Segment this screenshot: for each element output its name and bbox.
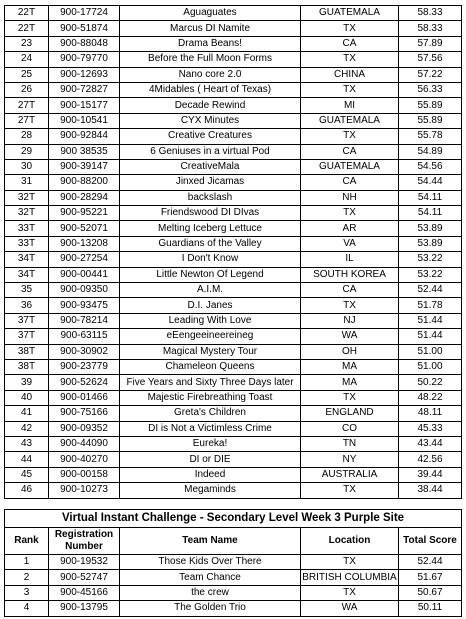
header-location: Location [301,528,399,555]
team-name-cell: Friendswood DI DIvas [120,206,301,221]
score-cell: 54.11 [399,206,462,221]
team-name-cell: Magical Mystery Tour [120,344,301,359]
registration-number-cell: 900-75166 [49,406,120,421]
team-name-cell: Greta's Children [120,406,301,421]
rank-cell: 42 [5,421,49,436]
table-row [5,555,462,570]
registration-number-cell: 900-40270 [49,452,120,467]
team-name-cell: CYX Minutes [120,113,301,128]
location-cell: GUATEMALA [301,159,399,174]
table-row [5,36,462,51]
table-row [5,175,462,190]
score-cell: 53.89 [399,221,462,236]
table-row [5,601,462,616]
rank-cell: 27T [5,113,49,128]
registration-number-cell: 900-09352 [49,421,120,436]
rank-cell: 35 [5,283,49,298]
rank-cell: 34T [5,252,49,267]
rank-cell: 29 [5,144,49,159]
table-row [5,129,462,144]
team-name-cell: Nano core 2.0 [120,67,301,82]
team-name-cell: Five Years and Sixty Three Days later [120,375,301,390]
table-header-row [5,528,462,555]
results-table-top-body [5,6,462,499]
score-cell: 52.44 [399,555,462,570]
location-cell: CHINA [301,67,399,82]
team-name-cell: Eureka! [120,436,301,451]
location-cell: CA [301,175,399,190]
team-name-cell: Before the Full Moon Forms [120,52,301,67]
score-cell: 54.11 [399,190,462,205]
registration-number-cell: 900-44090 [49,436,120,451]
registration-number-cell: 900-00441 [49,267,120,282]
table-row [5,585,462,600]
location-cell: AUSTRALIA [301,467,399,482]
team-name-cell: backslash [120,190,301,205]
location-cell: AR [301,221,399,236]
rank-cell: 41 [5,406,49,421]
score-cell: 51.44 [399,329,462,344]
location-cell: NY [301,452,399,467]
rank-cell: 36 [5,298,49,313]
table-row [5,221,462,236]
rank-cell: 2 [5,570,49,585]
team-name-cell: Indeed [120,467,301,482]
score-cell: 48.11 [399,406,462,421]
score-cell: 57.89 [399,36,462,51]
team-name-cell: Guardians of the Valley [120,236,301,251]
team-name-cell: Leading With Love [120,313,301,328]
header-rank: Rank [5,528,49,555]
registration-number-cell: 900-01466 [49,390,120,405]
team-name-cell: Decade Rewind [120,98,301,113]
team-name-cell: Creative Creatures [120,129,301,144]
rank-cell: 22T [5,6,49,21]
location-cell: GUATEMALA [301,6,399,21]
team-name-cell: A.I.M. [120,283,301,298]
table-row [5,406,462,421]
location-cell: MI [301,98,399,113]
registration-number-cell: 900-13795 [49,601,120,616]
rank-cell: 30 [5,159,49,174]
registration-number-cell: 900-92844 [49,129,120,144]
table-row [5,252,462,267]
score-cell: 55.89 [399,113,462,128]
location-cell: TX [301,298,399,313]
results-table-purple-site-body [5,555,462,617]
location-cell: GUATEMALA [301,113,399,128]
team-name-cell: 6 Geniuses in a virtual Pod [120,144,301,159]
location-cell: SOUTH KOREA [301,267,399,282]
results-table-top [4,5,462,499]
rank-cell: 39 [5,375,49,390]
score-cell: 54.44 [399,175,462,190]
registration-number-cell: 900-30902 [49,344,120,359]
results-table-purple-site [4,509,462,617]
location-cell: WA [301,601,399,616]
location-cell: TX [301,206,399,221]
table-row [5,344,462,359]
registration-number-cell: 900-15177 [49,98,120,113]
rank-cell: 34T [5,267,49,282]
team-name-cell: I Don't Know [120,252,301,267]
score-cell: 57.56 [399,52,462,67]
location-cell: MA [301,375,399,390]
score-cell: 53.22 [399,252,462,267]
registration-number-cell: 900 38535 [49,144,120,159]
location-cell: ENGLAND [301,406,399,421]
location-cell: TX [301,21,399,36]
score-cell: 51.00 [399,359,462,374]
registration-number-cell: 900-52624 [49,375,120,390]
rank-cell: 33T [5,221,49,236]
table-row [5,359,462,374]
header-total-score: Total Score [399,528,462,555]
registration-number-cell: 900-39147 [49,159,120,174]
rank-cell: 38T [5,344,49,359]
team-name-cell: Melting Iceberg Lettuce [120,221,301,236]
rank-cell: 37T [5,313,49,328]
team-name-cell: D.I. Janes [120,298,301,313]
team-name-cell: The Golden Trio [120,601,301,616]
table-row [5,298,462,313]
location-cell: VA [301,236,399,251]
team-name-cell: Those Kids Over There [120,555,301,570]
team-name-cell: 4Midables ( Heart of Texas) [120,82,301,97]
rank-cell: 27T [5,98,49,113]
table-row [5,206,462,221]
team-name-cell: Majestic Firebreathing Toast [120,390,301,405]
table-row [5,313,462,328]
rank-cell: 24 [5,52,49,67]
team-name-cell: Aguaguates [120,6,301,21]
location-cell: TX [301,483,399,498]
location-cell: NH [301,190,399,205]
location-cell: TX [301,129,399,144]
table-row [5,52,462,67]
table-row [5,375,462,390]
location-cell: BRITISH COLUMBIA [301,570,399,585]
location-cell: OH [301,344,399,359]
team-name-cell: Megaminds [120,483,301,498]
table-row [5,267,462,282]
rank-cell: 37T [5,329,49,344]
team-name-cell: Chameleon Queens [120,359,301,374]
rank-cell: 44 [5,452,49,467]
rank-cell: 3 [5,585,49,600]
registration-number-cell: 900-19532 [49,555,120,570]
registration-number-cell: 900-78214 [49,313,120,328]
registration-number-cell: 900-95221 [49,206,120,221]
location-cell: CO [301,421,399,436]
rank-cell: 28 [5,129,49,144]
table-row [5,283,462,298]
table-row [5,6,462,21]
rank-cell: 46 [5,483,49,498]
table-row [5,21,462,36]
registration-number-cell: 900-52071 [49,221,120,236]
location-cell: MA [301,359,399,374]
location-cell: TX [301,82,399,97]
team-name-cell: Marcus DI Namite [120,21,301,36]
rank-cell: 45 [5,467,49,482]
table-gap [4,496,461,508]
registration-number-cell: 900-10541 [49,113,120,128]
score-cell: 56.33 [399,82,462,97]
rank-cell: 38T [5,359,49,374]
table-row [5,452,462,467]
rank-cell: 32T [5,190,49,205]
table-row [5,329,462,344]
score-cell: 52.44 [399,283,462,298]
team-name-cell: DI is Not a Victimless Crime [120,421,301,436]
score-cell: 50.22 [399,375,462,390]
team-name-cell: eEengeeineereineg [120,329,301,344]
registration-number-cell: 900-27254 [49,252,120,267]
score-cell: 53.89 [399,236,462,251]
registration-number-cell: 900-28294 [49,190,120,205]
header-team-name: Team Name [120,528,301,555]
score-cell: 58.33 [399,21,462,36]
score-cell: 55.78 [399,129,462,144]
table-row [5,113,462,128]
table-row [5,390,462,405]
location-cell: CA [301,36,399,51]
registration-number-cell: 900-52747 [49,570,120,585]
score-cell: 54.56 [399,159,462,174]
table-row [5,144,462,159]
rank-cell: 43 [5,436,49,451]
score-cell: 50.11 [399,601,462,616]
table-row [5,467,462,482]
table-row [5,570,462,585]
registration-number-cell: 900-13208 [49,236,120,251]
location-cell: NJ [301,313,399,328]
team-name-cell: CreativeMala [120,159,301,174]
team-name-cell: Little Newton Of Legend [120,267,301,282]
rank-cell: 32T [5,206,49,221]
score-cell: 51.44 [399,313,462,328]
score-cell: 45.33 [399,421,462,436]
team-name-cell: the crew [120,585,301,600]
table-row [5,436,462,451]
table-title: Virtual Instant Challenge - Secondary Level Week 3 Purple Site [5,510,462,528]
score-cell: 50.67 [399,585,462,600]
registration-number-cell: 900-63115 [49,329,120,344]
score-cell: 51.78 [399,298,462,313]
score-cell: 58.33 [399,6,462,21]
score-cell: 51.67 [399,570,462,585]
registration-number-cell: 900-93475 [49,298,120,313]
score-cell: 39.44 [399,467,462,482]
table-row [5,67,462,82]
location-cell: IL [301,252,399,267]
registration-number-cell: 900-45166 [49,585,120,600]
location-cell: TX [301,52,399,67]
registration-number-cell: 900-17724 [49,6,120,21]
team-name-cell: Drama Beans! [120,36,301,51]
location-cell: CA [301,283,399,298]
location-cell: TX [301,585,399,600]
rank-cell: 22T [5,21,49,36]
rank-cell: 33T [5,236,49,251]
registration-number-cell: 900-09350 [49,283,120,298]
registration-number-cell: 900-88048 [49,36,120,51]
header-registration-number: Registration Number [49,528,120,555]
location-cell: TN [301,436,399,451]
location-cell: CA [301,144,399,159]
score-cell: 53.22 [399,267,462,282]
team-name-cell: DI or DIE [120,452,301,467]
rank-cell: 26 [5,82,49,97]
team-name-cell: Team Chance [120,570,301,585]
registration-number-cell: 900-79770 [49,52,120,67]
rank-cell: 31 [5,175,49,190]
score-cell: 38.44 [399,483,462,498]
table-row [5,82,462,97]
registration-number-cell: 900-72827 [49,82,120,97]
table-row [5,190,462,205]
location-cell: TX [301,390,399,405]
rank-cell: 25 [5,67,49,82]
rank-cell: 1 [5,555,49,570]
score-cell: 48.22 [399,390,462,405]
rank-cell: 23 [5,36,49,51]
registration-number-cell: 900-12693 [49,67,120,82]
score-cell: 54.89 [399,144,462,159]
table-row [5,236,462,251]
rank-cell: 40 [5,390,49,405]
registration-number-cell: 900-00158 [49,467,120,482]
table-row [5,421,462,436]
registration-number-cell: 900-88200 [49,175,120,190]
team-name-cell: Jinxed Jicamas [120,175,301,190]
score-cell: 42.56 [399,452,462,467]
rank-cell: 4 [5,601,49,616]
location-cell: WA [301,329,399,344]
score-cell: 43.44 [399,436,462,451]
registration-number-cell: 900-10273 [49,483,120,498]
table-row [5,98,462,113]
registration-number-cell: 900-23779 [49,359,120,374]
registration-number-cell: 900-51874 [49,21,120,36]
table-caption-row [5,510,462,528]
location-cell: TX [301,555,399,570]
table-row [5,159,462,174]
score-cell: 57.22 [399,67,462,82]
score-cell: 51.00 [399,344,462,359]
score-cell: 55.89 [399,98,462,113]
